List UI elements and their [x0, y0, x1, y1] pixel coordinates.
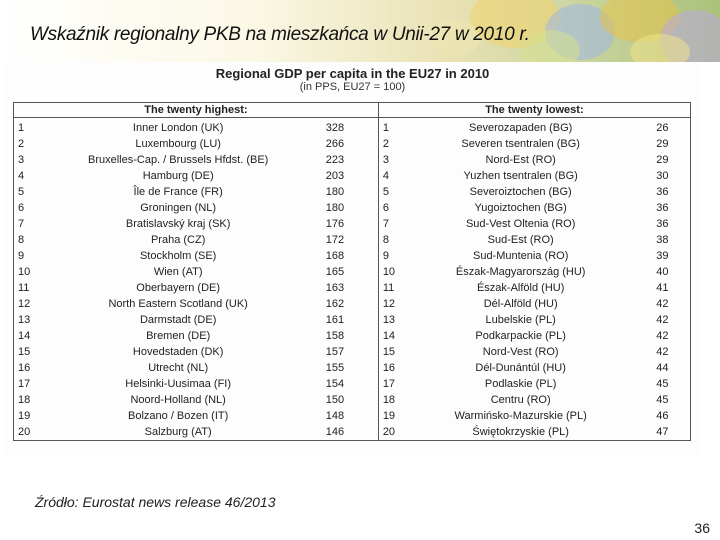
highest-value: 168: [292, 248, 378, 264]
table-row: [14, 232, 691, 248]
lowest-value: 26: [635, 118, 691, 137]
highest-value: 223: [292, 152, 378, 168]
lowest-region: Severen tsentralen (BG): [461, 138, 580, 150]
highest-region: Bruxelles-Cap. / Brussels Hfdst. (BE): [87, 154, 269, 166]
lowest-region: Severozapaden (BG): [469, 122, 573, 134]
lowest-rank: 18: [382, 394, 396, 406]
highest-value: 172: [292, 232, 378, 248]
lowest-value: 42: [635, 328, 691, 344]
lowest-header: The twenty lowest:: [378, 103, 690, 118]
highest-region: Wien (AT): [153, 266, 203, 278]
highest-region: Bratislavský kraj (SK): [125, 218, 231, 230]
lowest-rank: 15: [382, 346, 396, 358]
gdp-table: [13, 102, 691, 441]
table-body: [14, 118, 691, 441]
source-note: Źródło: Eurostat news release 46/2013: [35, 494, 276, 510]
highest-rank: 2: [14, 136, 65, 152]
lowest-value: 39: [635, 248, 691, 264]
highest-rank: 5: [14, 184, 65, 200]
highest-region: Utrecht (NL): [148, 362, 209, 374]
lowest-value: 36: [635, 216, 691, 232]
highest-value: 161: [292, 312, 378, 328]
lowest-value: 29: [635, 136, 691, 152]
lowest-region: Podlaskie (PL): [484, 378, 557, 390]
highest-value: 158: [292, 328, 378, 344]
highest-value: 180: [292, 200, 378, 216]
lowest-rank: 12: [382, 298, 396, 310]
lowest-value: 42: [635, 296, 691, 312]
table-row: [14, 136, 691, 152]
highest-header: The twenty highest:: [14, 103, 379, 118]
table-row: [14, 328, 691, 344]
highest-rank: 12: [14, 296, 65, 312]
highest-rank: 4: [14, 168, 65, 184]
highest-region: Oberbayern (DE): [136, 282, 221, 294]
highest-rank: 16: [14, 360, 65, 376]
lowest-value: 36: [635, 184, 691, 200]
highest-value: 157: [292, 344, 378, 360]
highest-rank: 8: [14, 232, 65, 248]
lowest-rank: 2: [382, 138, 389, 150]
highest-value: 154: [292, 376, 378, 392]
lowest-region: Észak-Magyarország (HU): [455, 266, 586, 278]
table-subtitle: (in PPS, EU27 = 100): [299, 81, 406, 93]
lowest-value: 29: [635, 152, 691, 168]
highest-value: 146: [292, 424, 378, 441]
slide-title: Wskaźnik regionalny PKB na mieszkańca w Unii-27 w 2010 r.: [30, 24, 530, 45]
highest-region: Bremen (DE): [146, 330, 211, 342]
lowest-region: Nord-Vest (RO): [482, 346, 559, 358]
lowest-value: 30: [635, 168, 691, 184]
highest-value: 155: [292, 360, 378, 376]
highest-value: 328: [292, 118, 378, 137]
table-row: [14, 392, 691, 408]
table-row: [14, 376, 691, 392]
highest-region: Salzburg (AT): [64, 424, 292, 441]
highest-region: Praha (CZ): [150, 234, 206, 246]
lowest-value: 45: [635, 392, 691, 408]
table-row: [14, 152, 691, 168]
highest-value: 180: [292, 184, 378, 200]
table-row: [14, 312, 691, 328]
table-row: [14, 296, 691, 312]
highest-value: 148: [292, 408, 378, 424]
lowest-region: Lubelskie (PL): [485, 314, 556, 326]
lowest-region: Warmińsko-Mazurskie (PL): [454, 410, 587, 422]
highest-region: Stockholm (SE): [139, 250, 217, 262]
lowest-region: Yugoiztochen (BG): [474, 202, 567, 214]
highest-rank: 19: [14, 408, 65, 424]
highest-region: Île de France (FR): [133, 186, 223, 198]
decorative-flower: [630, 34, 690, 62]
highest-region: Hovedstaden (DK): [132, 346, 224, 358]
lowest-value: 44: [635, 360, 691, 376]
lowest-rank: 8: [382, 234, 389, 246]
lowest-value: 46: [635, 408, 691, 424]
highest-value: 266: [292, 136, 378, 152]
highest-rank: 18: [14, 392, 65, 408]
lowest-region: Észak-Alföld (HU): [476, 282, 565, 294]
highest-rank: 6: [14, 200, 65, 216]
lowest-value: 42: [635, 344, 691, 360]
lowest-region: Severoiztochen (BG): [469, 186, 572, 198]
highest-value: 150: [292, 392, 378, 408]
lowest-rank: 13: [382, 314, 396, 326]
lowest-value: 42: [635, 312, 691, 328]
highest-region: Groningen (NL): [140, 202, 217, 214]
highest-rank: 1: [14, 118, 65, 137]
lowest-rank: 10: [382, 266, 396, 278]
gdp-table-figure: [5, 62, 700, 457]
lowest-region: Nord-Est (RO): [485, 154, 556, 166]
table-row: [14, 344, 691, 360]
table-row: [14, 168, 691, 184]
highest-rank: 11: [14, 280, 65, 296]
lowest-region: Dél-Alföld (HU): [483, 298, 558, 310]
lowest-rank: 14: [382, 330, 396, 342]
highest-rank: 3: [14, 152, 65, 168]
lowest-region: Dél-Dunántúl (HU): [475, 362, 566, 374]
lowest-rank: 20: [378, 424, 406, 441]
table-row: [14, 118, 691, 137]
table-row: [14, 184, 691, 200]
table-row: [14, 248, 691, 264]
highest-value: 162: [292, 296, 378, 312]
table-row: [14, 408, 691, 424]
lowest-value: 47: [635, 424, 691, 441]
highest-region: Hamburg (DE): [142, 170, 214, 182]
lowest-rank: 4: [382, 170, 389, 182]
table-title: Regional GDP per capita in the EU27 in 2010: [215, 66, 490, 81]
lowest-rank: 3: [382, 154, 389, 166]
lowest-region: Yuzhen tsentralen (BG): [463, 170, 578, 182]
highest-rank: 13: [14, 312, 65, 328]
highest-value: 176: [292, 216, 378, 232]
highest-rank: 14: [14, 328, 65, 344]
table-row: [14, 264, 691, 280]
lowest-rank: 11: [382, 282, 395, 294]
highest-rank: 10: [14, 264, 65, 280]
lowest-region: Świętokrzyskie (PL): [407, 424, 635, 441]
lowest-region: Sud-Est (RO): [487, 234, 554, 246]
table-row: [14, 280, 691, 296]
table-row: [14, 216, 691, 232]
highest-region: Bolzano / Bozen (IT): [128, 410, 229, 422]
lowest-rank: 16: [382, 362, 396, 374]
highest-rank: 20: [14, 424, 65, 441]
highest-region: Noord-Holland (NL): [130, 394, 226, 406]
lowest-region: Centru (RO): [490, 394, 551, 406]
lowest-rank: 9: [382, 250, 389, 262]
highest-region: Helsinki-Uusimaa (FI): [125, 378, 232, 390]
highest-value: 203: [292, 168, 378, 184]
lowest-region: Sud-Vest Oltenia (RO): [465, 218, 576, 230]
highest-region: Darmstadt (DE): [139, 314, 217, 326]
highest-rank: 15: [14, 344, 65, 360]
table-row: [14, 424, 691, 441]
lowest-value: 41: [635, 280, 691, 296]
lowest-rank: 17: [382, 378, 396, 390]
highest-value: 165: [292, 264, 378, 280]
highest-rank: 9: [14, 248, 65, 264]
highest-region: Luxembourg (LU): [135, 138, 221, 150]
lowest-rank: 5: [382, 186, 389, 198]
lowest-rank: 6: [382, 202, 389, 214]
lowest-region: Sud-Muntenia (RO): [472, 250, 569, 262]
lowest-rank: 1: [382, 122, 389, 134]
lowest-value: 36: [635, 200, 691, 216]
table-row: [14, 360, 691, 376]
highest-region: Inner London (UK): [132, 122, 224, 134]
highest-region: North Eastern Scotland (UK): [108, 298, 248, 310]
lowest-value: 38: [635, 232, 691, 248]
lowest-rank: 19: [382, 410, 396, 422]
highest-rank: 7: [14, 216, 65, 232]
page-number: 36: [694, 520, 710, 536]
lowest-rank: 7: [382, 218, 389, 230]
lowest-region: Podkarpackie (PL): [475, 330, 566, 342]
highest-value: 163: [292, 280, 378, 296]
highest-rank: 17: [14, 376, 65, 392]
lowest-value: 40: [635, 264, 691, 280]
lowest-value: 45: [635, 376, 691, 392]
table-row: [14, 200, 691, 216]
